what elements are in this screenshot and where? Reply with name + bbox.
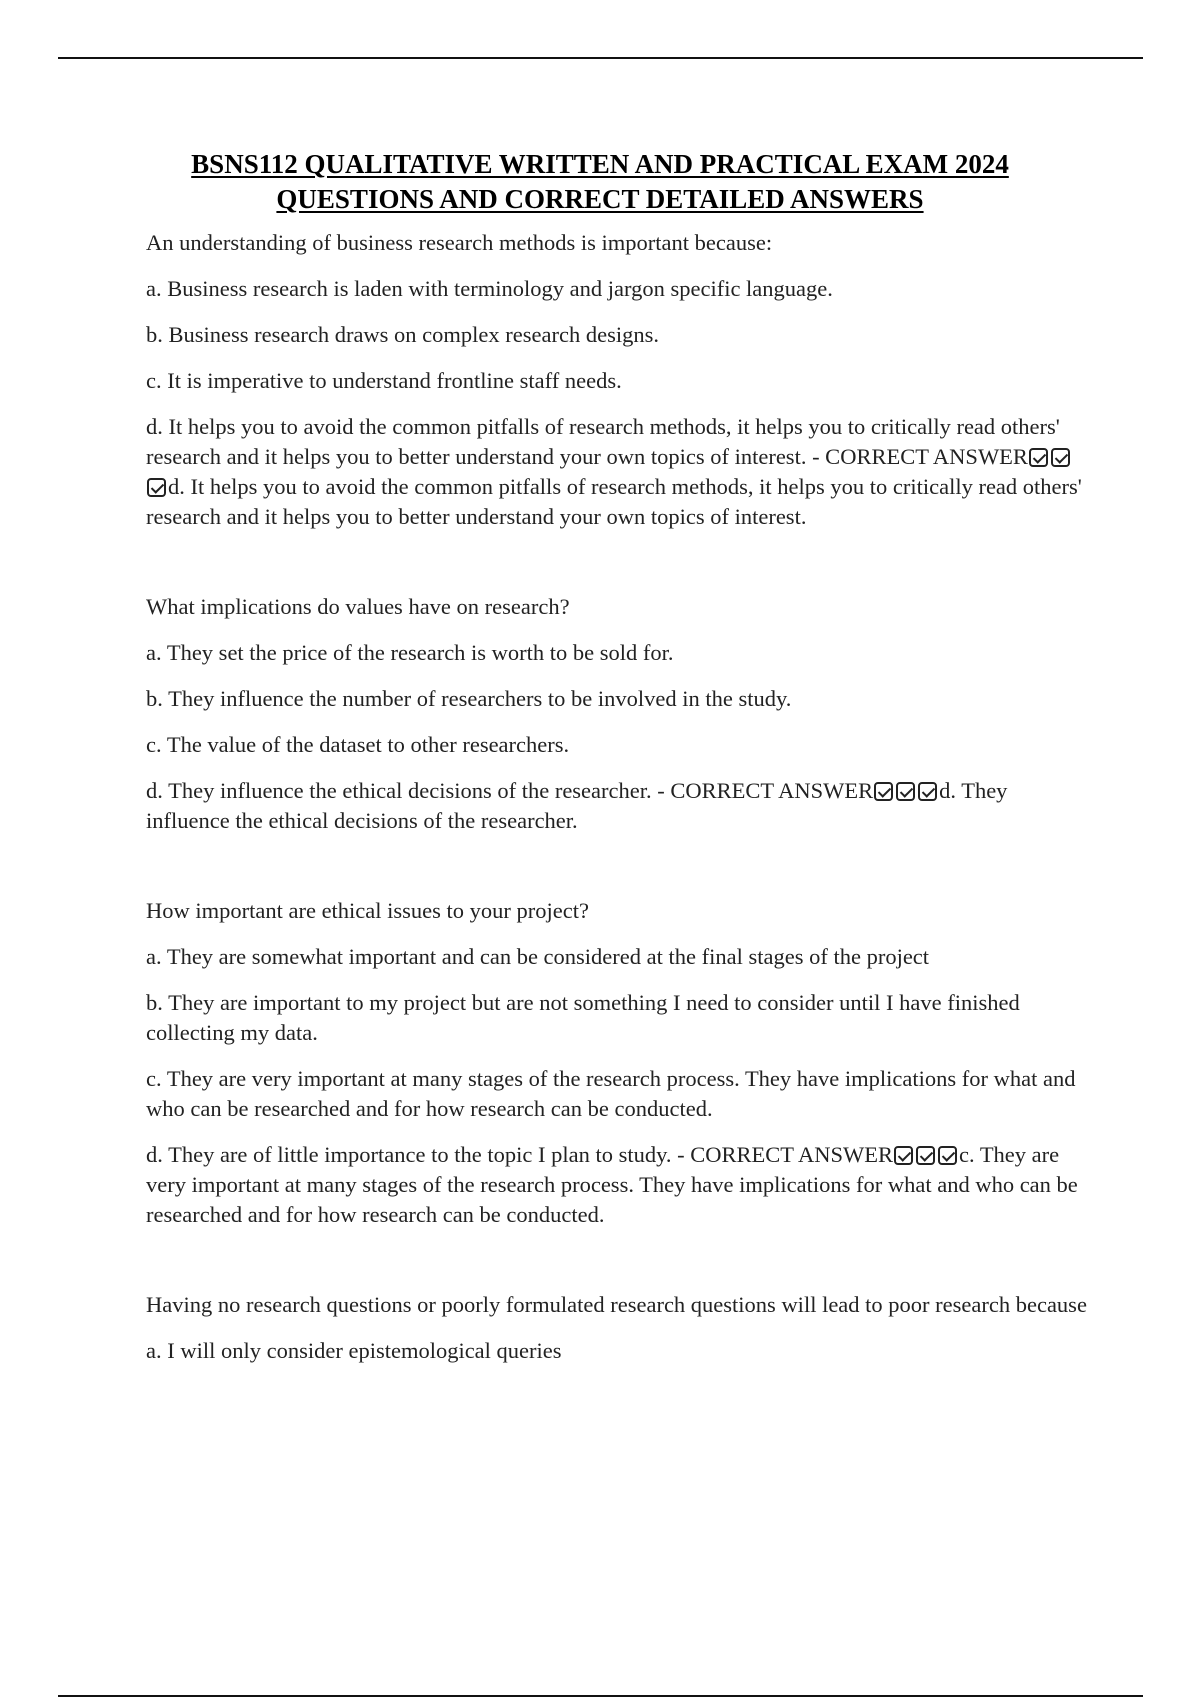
correct-answer-text: d. It helps you to avoid the common pitfalls of research methods, it helps you to critically read others' research and it helps you to better understand your own topics of interest. [146, 474, 1082, 529]
question-prompt: Having no research questions or poorly formulated research questions will lead to poor research because [146, 1292, 1087, 1317]
answer-option-c: c. It is imperative to understand frontline staff needs. [146, 368, 622, 393]
checkbox-checked-icon [918, 782, 937, 801]
question-prompt: What implications do values have on research? [146, 594, 570, 619]
answer-option-c: c. The value of the dataset to other researchers. [146, 732, 570, 757]
question-block-2 [146, 592, 1092, 836]
option-d-text: d. They influence the ethical decisions of the researcher. - CORRECT ANSWER [146, 778, 874, 803]
answer-option-d-with-correct-answer [146, 776, 1092, 836]
option-d-text: d. It helps you to avoid the common pitfalls of research methods, it helps you to critically read others' research and it helps you to better understand your own topics of interest. - CORRECT ANSWER [146, 414, 1060, 469]
document-title [150, 147, 1050, 217]
question-prompt: How important are ethical issues to your project? [146, 898, 589, 923]
correct-answer-text: d. They influence the ethical decisions of the researcher. [146, 778, 1008, 833]
bottom-divider [58, 1695, 1143, 1697]
answer-option-a: a. They are somewhat important and can be considered at the final stages of the project [146, 944, 930, 969]
checkbox-checked-icon [1051, 448, 1070, 467]
answer-option-b: b. They are important to my project but are not something I need to consider until I have finished collecting my data. [146, 990, 1020, 1045]
checkbox-checked-icon [916, 1146, 935, 1165]
answer-option-d-with-correct-answer [146, 1140, 1092, 1230]
question-block-4 [146, 1290, 1092, 1366]
answer-option-b: b. They influence the number of researchers to be involved in the study. [146, 686, 792, 711]
document-body [146, 228, 1092, 1382]
title-line-1: BSNS112 QUALITATIVE WRITTEN AND PRACTICAL EXAM 2024 [191, 149, 1009, 179]
checkbox-checked-icon [938, 1146, 957, 1165]
answer-option-b: b. Business research draws on complex research designs. [146, 322, 659, 347]
top-divider [58, 57, 1143, 59]
correct-answer-text: c. They are very important at many stages of the research process. They have implications for what and who can be researched and for how research can be conducted. [146, 1142, 1078, 1227]
option-d-text: d. They are of little importance to the topic I plan to study. - CORRECT ANSWER [146, 1142, 893, 1167]
checkbox-checked-icon [1029, 448, 1048, 467]
question-block-1 [146, 228, 1092, 532]
question-block-3 [146, 896, 1092, 1230]
checkbox-checked-icon [874, 782, 893, 801]
answer-option-a: a. Business research is laden with terminology and jargon specific language. [146, 276, 833, 301]
title-line-2: QUESTIONS AND CORRECT DETAILED ANSWERS [276, 184, 924, 214]
answer-option-d-with-correct-answer [146, 412, 1092, 532]
answer-option-a: a. I will only consider epistemological queries [146, 1338, 562, 1363]
answer-option-a: a. They set the price of the research is worth to be sold for. [146, 640, 674, 665]
answer-option-c: c. They are very important at many stages of the research process. They have implications for what and who can be researched and for how research can be conducted. [146, 1066, 1076, 1121]
checkbox-checked-icon [894, 1146, 913, 1165]
question-prompt: An understanding of business research methods is important because: [146, 230, 773, 255]
checkbox-checked-icon [896, 782, 915, 801]
checkbox-checked-icon [147, 478, 166, 497]
